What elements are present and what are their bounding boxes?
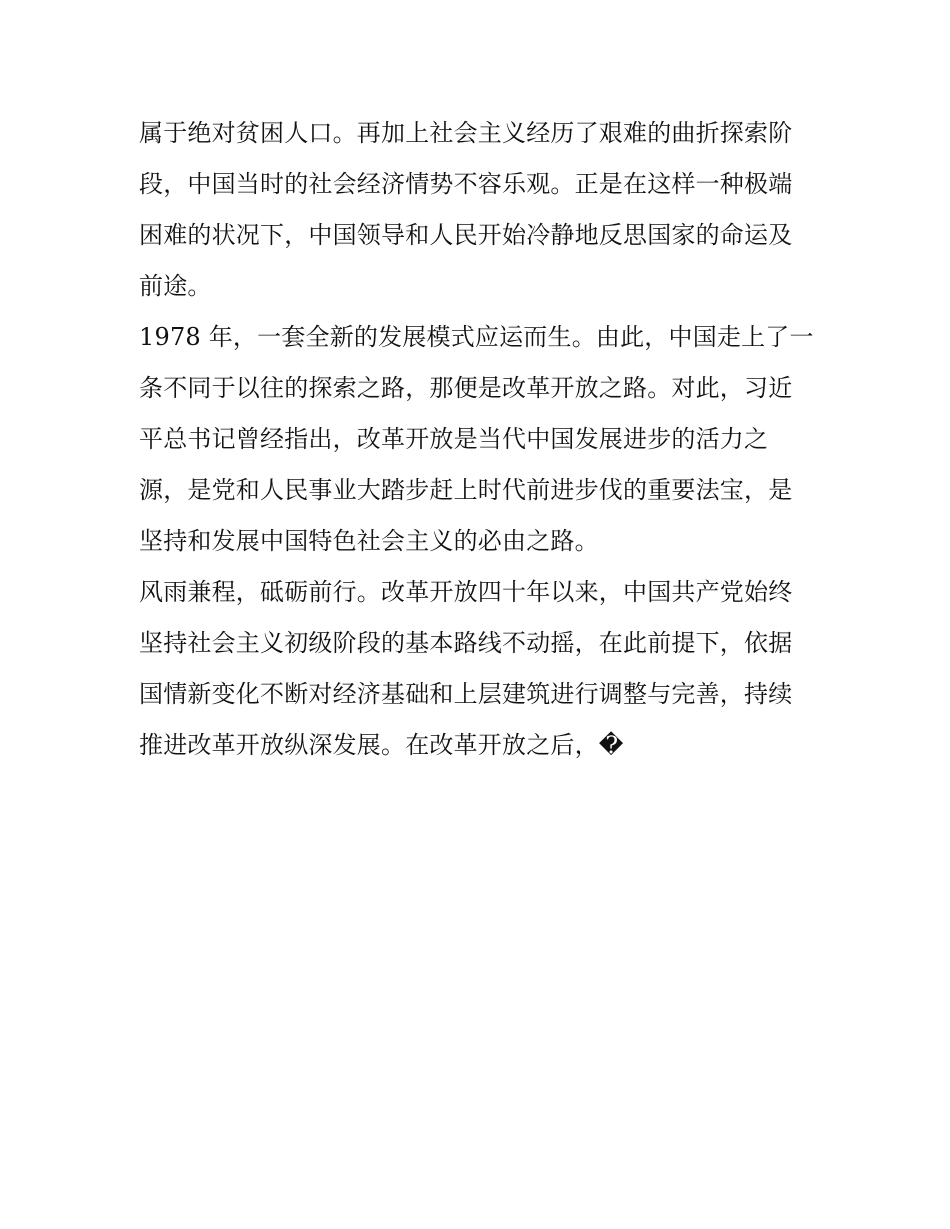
text-line: 平总书记曾经指出，改革开放是当代中国发展进步的活力之 [139,425,769,453]
paragraph [139,312,819,567]
text-line: 风雨兼程，砥砺前行。改革开放四十年以来，中国共产党始终 [139,578,793,606]
document-body [139,108,819,771]
paragraph [139,108,819,312]
text-line: 源，是党和人民事业大踏步赶上时代前进步伐的重要法宝，是 [139,476,793,504]
text-line: 推进改革开放纵深发展。在改革开放之后，� [139,731,624,759]
text-line: 坚持和发展中国特色社会主义的必由之路。 [139,527,599,555]
text-line: 条不同于以往的探索之路，那便是改革开放之路。对此，习近 [139,374,793,402]
text-line: 1978 年，一套全新的发展模式应运而生。由此，中国走上了一 [139,323,814,351]
text-line: 困难的状况下，中国领导和人民开始冷静地反思国家的命运及 [139,221,793,249]
text-line: 属于绝对贫困人口。再加上社会主义经历了艰难的曲折探索阶 [139,119,793,147]
text-line: 坚持社会主义初级阶段的基本路线不动摇，在此前提下，依据 [139,629,793,657]
text-line: 段，中国当时的社会经济情势不容乐观。正是在这样一种极端 [139,170,793,198]
text-line: 前途。 [139,272,212,300]
text-line: 国情新变化不断对经济基础和上层建筑进行调整与完善，持续 [139,680,793,708]
paragraph [139,567,819,771]
